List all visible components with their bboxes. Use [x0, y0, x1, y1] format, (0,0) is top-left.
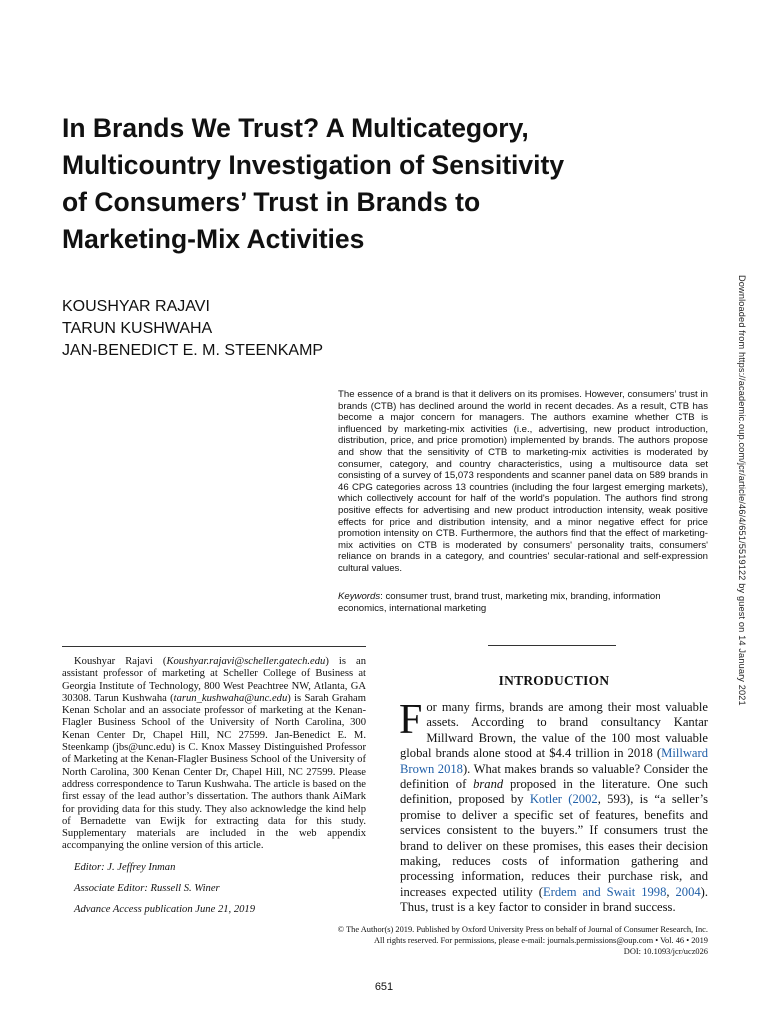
email-link[interactable]: Koushyar.rajavi@scheller.gatech.edu — [166, 656, 326, 667]
citation-link[interactable]: Millward Brown 2018 — [400, 746, 708, 776]
citation-link[interactable]: Erdem and Swait 1998 — [542, 884, 667, 899]
emphasis-term: brand — [473, 777, 504, 792]
section-divider — [488, 645, 616, 646]
author-name: KOUSHYAR RAJAVI — [62, 298, 210, 315]
footnote-divider — [62, 646, 366, 647]
copyright-notice — [300, 924, 708, 957]
email-link[interactable]: tarun_kushwaha@unc.edu — [173, 692, 288, 704]
author-name: JAN-BENEDICT E. M. STEENKAMP — [62, 342, 324, 359]
author-footnote — [62, 656, 366, 917]
doi-line: DOI: 10.1093/jcr/ucz026 — [623, 947, 708, 956]
drop-cap: F — [399, 697, 423, 743]
download-watermark: Downloaded from https://academic.oup.com/jcr/article/46/4/651/5519122 by guest on 14 January 2021 — [737, 275, 747, 706]
page-number: 651 — [374, 981, 394, 993]
abstract: The essence of a brand is that it delivers on its promises. However, consumers’ trust in brands (CTB) has declined around the world in recent decades. As a result, CTB has become a major concern for managers. The authors examine whether CTB is influenced by marketing-mix activities (i.e., advertising, new product introduction, distribution, price, and price promotion) implemented by brands. The authors propose and show that the sensitivity of CTB to marketing-mix activities is moderated by consumer, category, and country characteristics, using a multisource data set consisting of a survey of 15,073 respondents and scanner panel data on 589 brands in 46 CPG categories across 13 countries (including the four largest emerging markets), which collectively account for half of the world's population. The authors find strong positive effects for advertising and new product introduction intensity, weak positive effects for price and distribution intensity, and a minor negative effect for price promotion intensity on CTB. Furthermore, the authors find that the effect of marketing-mix activities on CTB is moderated by consumers' personality traits, consumers' reliance on brands in a category, and countries' secular-rational and self-expression cultural values. — [338, 389, 708, 574]
section-heading: INTRODUCTION — [498, 673, 610, 688]
title-line: Marketing-Mix Activities — [62, 224, 365, 254]
copyright-line: All rights reserved. For permissions, please e-mail: journals.permissions@oup.com • Vol. 46 • 2019 — [373, 936, 708, 945]
citation-link[interactable]: Kotler (2002 — [529, 792, 598, 807]
editor-line: Editor: J. Jeffrey Inman — [74, 861, 176, 873]
keywords-label: Keywords — [338, 591, 381, 602]
author-list — [62, 296, 323, 362]
keywords — [338, 591, 708, 615]
author-name: TARUN KUSHWAHA — [62, 320, 213, 337]
author-bio: Koushyar Rajavi (Koushyar.rajavi@scheller.gatech.edu) is an assistant professor of marketing at Scheller College of Business at Georgia Institute of Technology, 800 West Peachtree NW, Atlanta, GA 30308. Tarun Kushwaha (tarun_kushwaha@unc.edu) is Sarah Graham Kenan Scholar and an associate professor of marketing at the Kenan-Flagler Business School of the University of North Carolina, 300 Kenan Center Dr, Chapel Hill, NC 27599. Jan-Benedict E. M. Steenkamp (jbs@unc.edu) is C. Knox Massey Distinguished Professor of Marketing at the Kenan-Flagler Business School of the University of North Carolina, 300 Kenan Center Dr, Chapel Hill, NC 27599. Please address correspondence to Tarun Kushwaha. The article is based on the first essay of the lead author’s dissertation. The authors thank AiMark for providing data for this study. They also acknowledge the kind help of Bernadette van Ewijk for extracting data for this study. Supplementary materials are included in the web appendix accompanying the online version of this article. — [62, 656, 367, 852]
keywords-text: : consumer trust, brand trust, marketing mix, branding, information economics, international marketing — [338, 591, 661, 614]
article-title — [62, 110, 702, 258]
copyright-line: © The Author(s) 2019. Published by Oxford University Press on behalf of Journal of Consumer Research, Inc. — [337, 925, 708, 934]
citation-link[interactable]: 2004 — [675, 884, 701, 899]
introduction-body: For many firms, brands are among their most valuable assets. According to brand consultancy Kantar Millward Brown, the value of the 100 most valuable global brands alone stood at $4.4 trillion in 2018 (Millward Brown 2018). What makes brands so valuable? Consider the definition of brand proposed in the literature. One such definition, proposed by Kotler (2002, 593), is “a seller’s promise to deliver a specific set of features, benefits and services consistent to the buyers.” If consumers trust the brand to deliver on these promises, this eases their decision making, reduces costs of information gathering and processing information, reduces their purchase risk, and increases expected utility (Erdem and Swait 1998, 2004). Thus, trust is a key factor to consider in brand success. — [399, 697, 709, 915]
associate-editor-line: Associate Editor: Russell S. Winer — [74, 883, 220, 895]
title-line: Multicountry Investigation of Sensitivity — [62, 150, 565, 180]
title-line: of Consumers’ Trust in Brands to — [62, 187, 481, 217]
advance-access-line: Advance Access publication June 21, 2019 — [74, 904, 256, 916]
title-line: In Brands We Trust? A Multicategory, — [62, 113, 529, 143]
